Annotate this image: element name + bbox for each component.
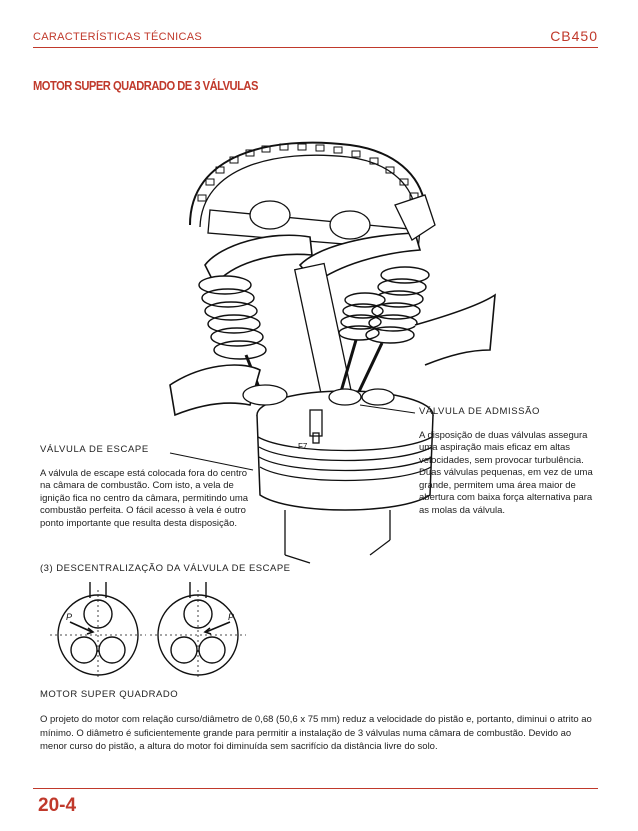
page-title: MOTOR SUPER QUADRADO DE 3 VÁLVULAS [33, 78, 258, 93]
intake-valve-callout [419, 406, 604, 517]
exhaust-valve-callout [40, 444, 252, 530]
header-divider [33, 47, 598, 48]
exhaust-offset-caption: (3) DESCENTRALIZAÇÃO DA VÁLVULA DE ESCAPE [40, 563, 291, 574]
exhaust-valve-paragraph: A válvula de escape está colocada fora do centro na câmara de combustão. Com isto, a vela de ignição fica no centro da câmara, permitindo uma combustão perfeita. O fácil acesso à vela é outro ponto importante que resulta desta disposição. [40, 467, 249, 529]
footer-divider [33, 788, 598, 789]
piston-marking: F7 [298, 442, 308, 451]
super-square-caption: MOTOR SUPER QUADRADO [40, 689, 179, 700]
super-square-description: O projeto do motor com relação curso/diâmetro de 0,68 (50,6 x 75 mm) reduz a velocidade do pistão e, portanto, diminui o atrito ao mínimo. O diâmetro é suficientemente grande para permitir a instalação de 3 válvulas numa câmara de combustão. Devido ao menor curso do pistão, a altura do motor foi diminuída sem sacrifício da distância livre do solo. [40, 714, 592, 752]
section-header: CARACTERÍSTICAS TÉCNICAS [33, 31, 202, 43]
pressure-marker-left: P [66, 612, 73, 622]
pressure-marker-right: P [228, 612, 235, 622]
intake-valve-paragraph-1: A disposição de duas válvulas assegura uma aspiração mais eficaz em altas velocidades, sem provocar turbulência. [419, 429, 588, 466]
page-number: 20-4 [38, 795, 77, 816]
model-header: CB450 [550, 28, 598, 44]
valve-offset-diagram [40, 580, 260, 680]
intake-valve-paragraph-2: Duas válvulas pequenas, em vez de uma grande, permitem uma área maior de abertura com baixa força alternativa para as molas da válvula. [419, 467, 593, 516]
intake-valve-caption: VÁLVULA DE ADMISSÃO [419, 406, 541, 417]
exhaust-valve-caption: VÁLVULA DE ESCAPE [40, 444, 149, 455]
